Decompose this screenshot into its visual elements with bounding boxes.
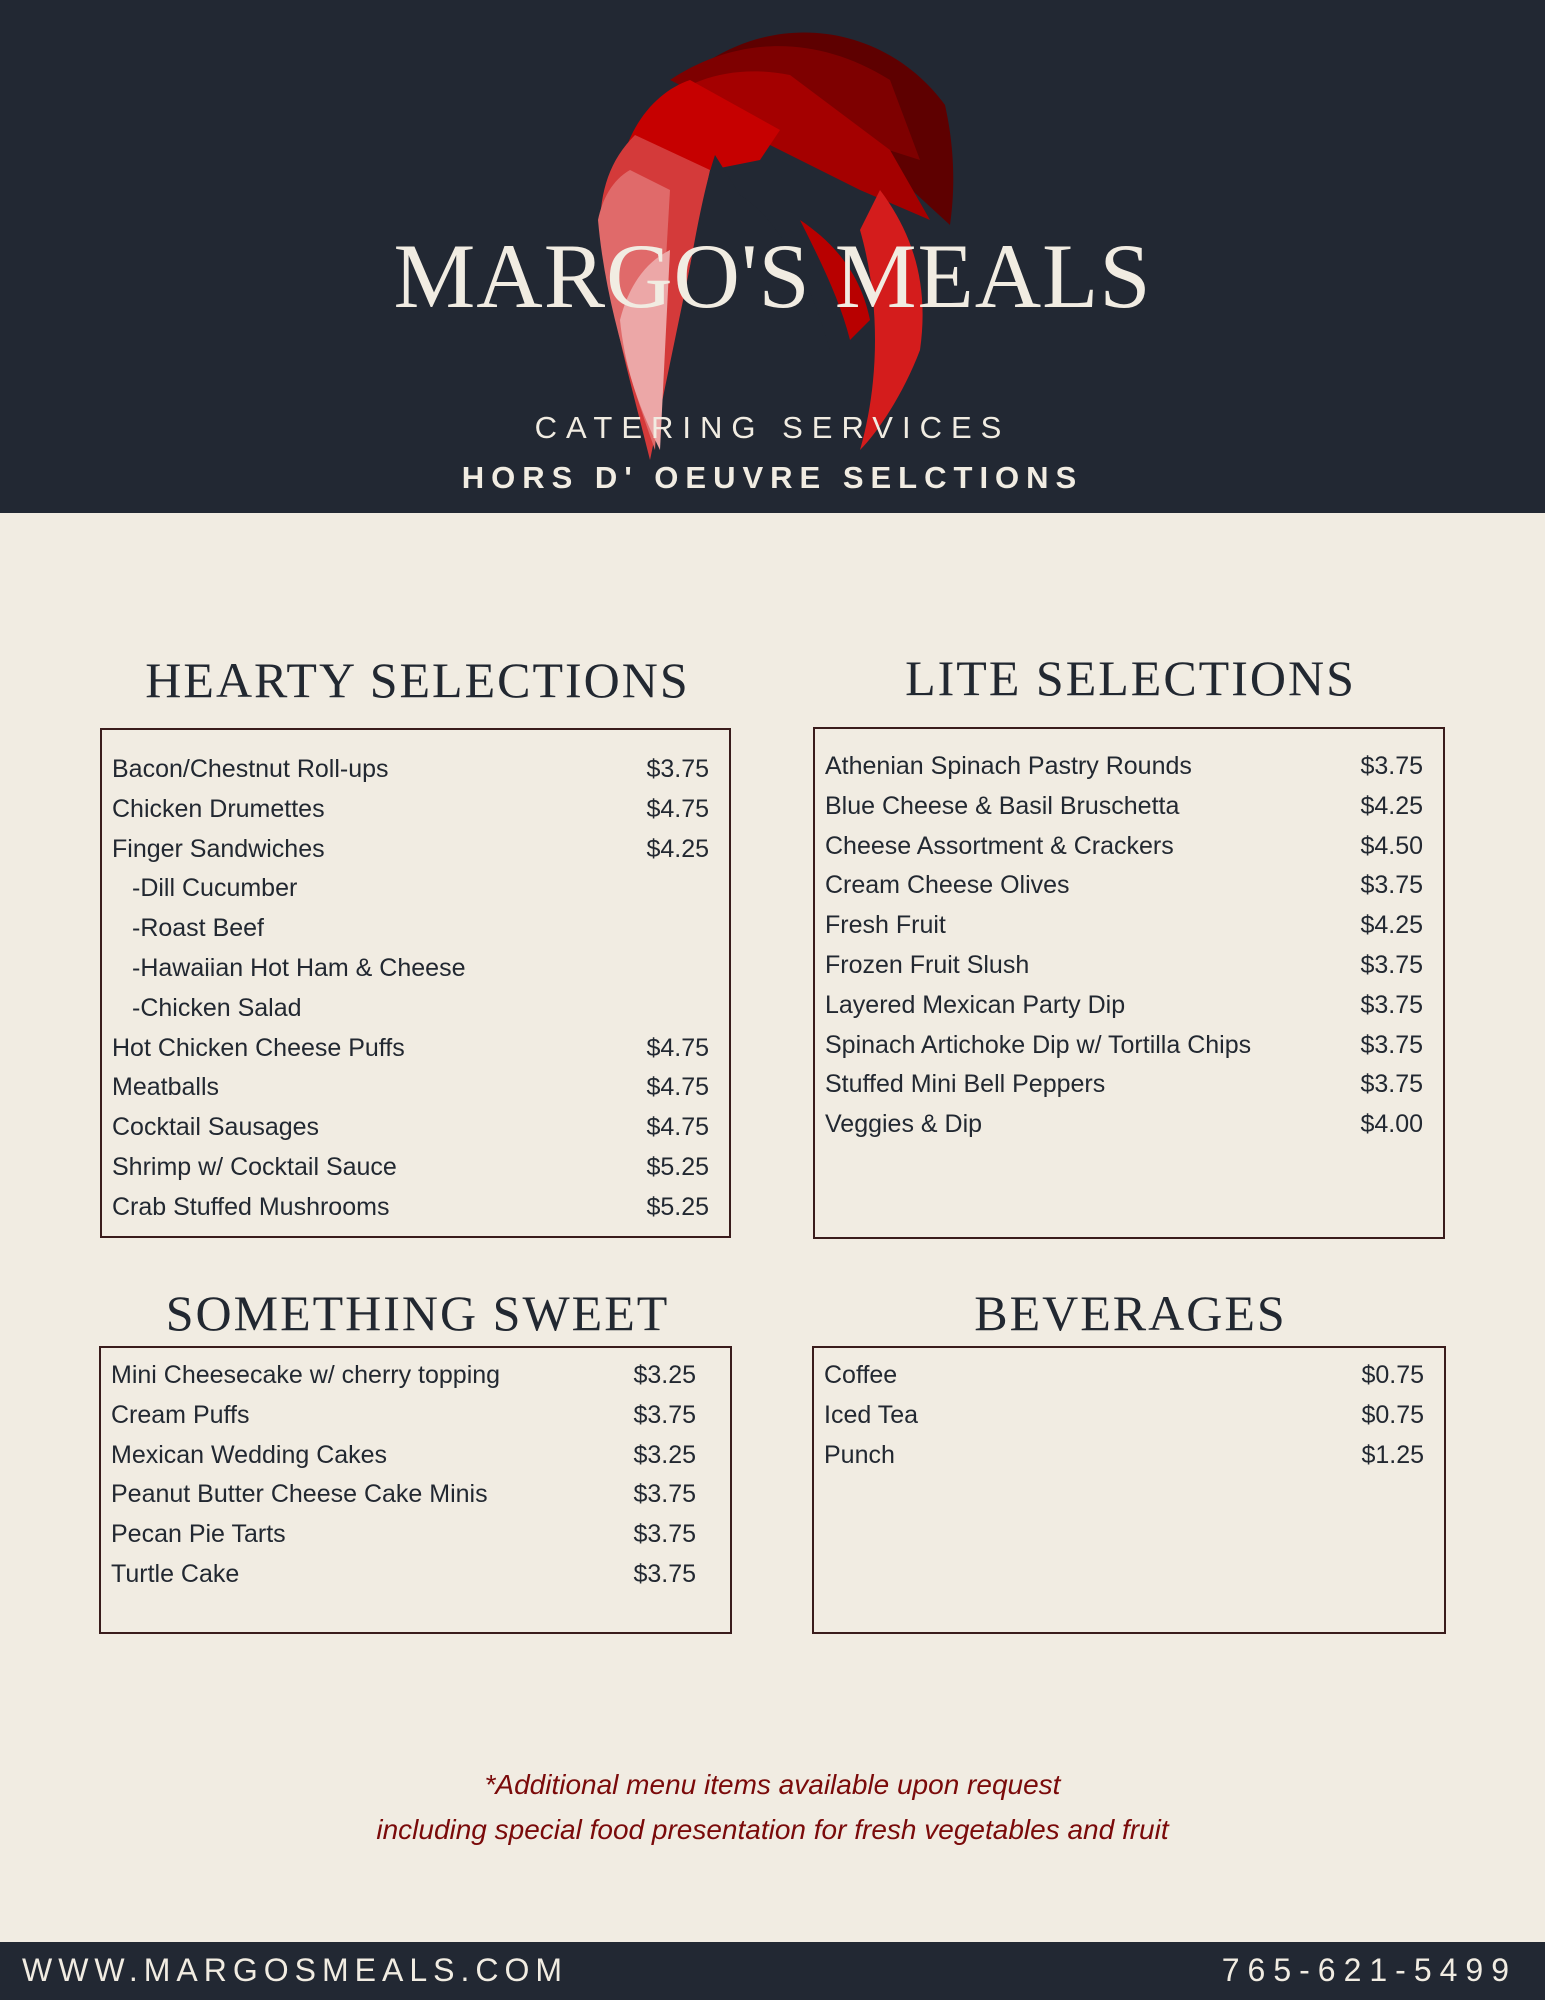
menu-item-price: $3.75 xyxy=(633,1480,696,1509)
menu-item-name: Spinach Artichoke Dip w/ Tortilla Chips xyxy=(825,1030,1252,1059)
menu-item-price: $3.75 xyxy=(1360,950,1423,979)
menu-item-name: Punch xyxy=(824,1440,895,1469)
menu-item xyxy=(112,830,709,870)
menu-item-price: $0.75 xyxy=(1361,1400,1424,1429)
menu-item xyxy=(825,866,1423,906)
hearty-menu-box xyxy=(100,728,731,1238)
menu-item-name: Frozen Fruit Slush xyxy=(825,950,1030,979)
menu-item-price: $3.75 xyxy=(633,1400,696,1429)
brand-title: MARGO'S MEALS xyxy=(393,225,1152,327)
menu-item-price: $4.00 xyxy=(1360,1110,1423,1139)
menu-item-name: Peanut Butter Cheese Cake Minis xyxy=(111,1480,488,1509)
brand-subtitle: CATERING SERVICES xyxy=(534,410,1011,445)
menu-item-price: $3.75 xyxy=(1360,990,1423,1019)
menu-item-price: $4.75 xyxy=(646,1073,709,1102)
menu-item xyxy=(112,869,709,909)
menu-item xyxy=(825,747,1423,787)
lite-menu-box xyxy=(813,727,1445,1239)
menu-item-name: Crab Stuffed Mushrooms xyxy=(112,1192,390,1221)
beverages-heading: BEVERAGES xyxy=(974,1285,1287,1341)
lite-heading: LITE SELECTIONS xyxy=(905,650,1356,706)
menu-item-price: $4.75 xyxy=(646,1113,709,1142)
menu-item-name: Layered Mexican Party Dip xyxy=(825,990,1126,1019)
menu-item-price: $4.25 xyxy=(646,834,709,863)
menu-item-price: $1.25 xyxy=(1361,1440,1424,1469)
menu-item-price: $4.75 xyxy=(646,1033,709,1062)
menu-item xyxy=(112,750,709,790)
menu-item-price: $4.25 xyxy=(1360,791,1423,820)
menu-item-price: $4.50 xyxy=(1360,831,1423,860)
additional-note-line-1: *Additional menu items available upon request xyxy=(484,1769,1061,1800)
lite-list xyxy=(825,747,1423,1145)
menu-item xyxy=(112,909,709,949)
menu-item xyxy=(112,1108,709,1148)
menu-section-title: HORS D' OEUVRE SELCTIONS xyxy=(461,460,1084,495)
menu-item-name: Turtle Cake xyxy=(111,1559,240,1588)
sweet-list xyxy=(111,1356,696,1595)
menu-item-price: $3.75 xyxy=(1360,871,1423,900)
menu-item-price: $3.25 xyxy=(633,1440,696,1469)
menu-item-price: $3.75 xyxy=(1360,1030,1423,1059)
menu-item-price: $4.75 xyxy=(646,794,709,823)
menu-item xyxy=(111,1436,696,1476)
menu-item-price: $5.25 xyxy=(646,1152,709,1181)
menu-item xyxy=(111,1396,696,1436)
menu-item-name: Hot Chicken Cheese Puffs xyxy=(112,1033,405,1062)
menu-item xyxy=(112,1029,709,1069)
menu-item xyxy=(112,949,709,989)
menu-item xyxy=(825,946,1423,986)
menu-item xyxy=(111,1475,696,1515)
menu-item xyxy=(825,986,1423,1026)
menu-item-name: -Hawaiian Hot Ham & Cheese xyxy=(132,953,466,982)
sweet-heading: SOMETHING SWEET xyxy=(165,1285,670,1341)
menu-item-price: $4.25 xyxy=(1360,911,1423,940)
menu-item xyxy=(824,1436,1424,1476)
menu-item xyxy=(112,1148,709,1188)
menu-item xyxy=(112,790,709,830)
menu-item-name: Blue Cheese & Basil Bruschetta xyxy=(825,791,1180,820)
menu-item xyxy=(112,989,709,1029)
menu-item xyxy=(825,1105,1423,1145)
menu-item-price: $3.75 xyxy=(633,1520,696,1549)
menu-item-name: Finger Sandwiches xyxy=(112,834,325,863)
menu-item-name: Chicken Drumettes xyxy=(112,794,325,823)
menu-item-name: Mexican Wedding Cakes xyxy=(111,1440,388,1469)
menu-item-name: Mini Cheesecake w/ cherry topping xyxy=(111,1361,501,1389)
menu-item-price: $3.25 xyxy=(633,1361,696,1389)
phone-number: 765-621-5499 xyxy=(1221,1952,1517,1988)
menu-item-price: $3.75 xyxy=(1360,752,1423,780)
menu-item-name: Coffee xyxy=(824,1361,898,1389)
beverages-list xyxy=(824,1356,1424,1475)
menu-item-name: Bacon/Chestnut Roll-ups xyxy=(112,755,389,783)
website-link[interactable]: WWW.MARGOSMEALS.COM xyxy=(22,1952,568,1988)
menu-item xyxy=(112,1068,709,1108)
menu-item-name: Cream Puffs xyxy=(111,1400,250,1429)
menu-item-name: -Dill Cucumber xyxy=(132,874,298,903)
menu-item xyxy=(112,1188,709,1228)
hearty-heading: HEARTY SELECTIONS xyxy=(145,652,690,708)
menu-item-price: $3.75 xyxy=(646,755,709,783)
menu-item-name: Meatballs xyxy=(112,1073,219,1102)
menu-item-price: $3.75 xyxy=(633,1559,696,1588)
menu-item xyxy=(111,1555,696,1595)
menu-item-name: Cheese Assortment & Crackers xyxy=(825,831,1174,860)
sweet-menu-box xyxy=(99,1346,732,1634)
menu-item-name: Shrimp w/ Cocktail Sauce xyxy=(112,1152,397,1181)
menu-item-name: Fresh Fruit xyxy=(825,911,946,940)
menu-item-price: $5.25 xyxy=(646,1192,709,1221)
menu-item-price: $0.75 xyxy=(1361,1361,1424,1389)
menu-item-name: -Roast Beef xyxy=(132,914,265,943)
hearty-list xyxy=(112,750,709,1228)
additional-note-line-2: including special food presentation for fresh vegetables and fruit xyxy=(376,1814,1169,1845)
menu-item xyxy=(825,787,1423,827)
menu-item-price: $3.75 xyxy=(1360,1070,1423,1099)
menu-item-name: Iced Tea xyxy=(824,1400,919,1429)
header-banner xyxy=(0,0,1545,513)
menu-item-name: Cocktail Sausages xyxy=(112,1113,320,1142)
menu-item xyxy=(825,906,1423,946)
menu-item-name: Stuffed Mini Bell Peppers xyxy=(825,1070,1106,1099)
menu-item-name: Cream Cheese Olives xyxy=(825,871,1070,900)
menu-item xyxy=(111,1515,696,1555)
beverages-menu-box xyxy=(812,1346,1446,1634)
menu-item-name: -Chicken Salad xyxy=(132,993,302,1022)
menu-item-name: Veggies & Dip xyxy=(825,1110,983,1139)
menu-item xyxy=(824,1396,1424,1436)
footer-bar xyxy=(0,1942,1545,2000)
menu-item xyxy=(825,1026,1423,1066)
menu-item xyxy=(825,827,1423,867)
menu-item xyxy=(825,1065,1423,1105)
menu-item xyxy=(111,1356,696,1396)
menu-item-name: Pecan Pie Tarts xyxy=(111,1520,286,1549)
menu-item xyxy=(824,1356,1424,1396)
menu-item-name: Athenian Spinach Pastry Rounds xyxy=(825,752,1192,780)
